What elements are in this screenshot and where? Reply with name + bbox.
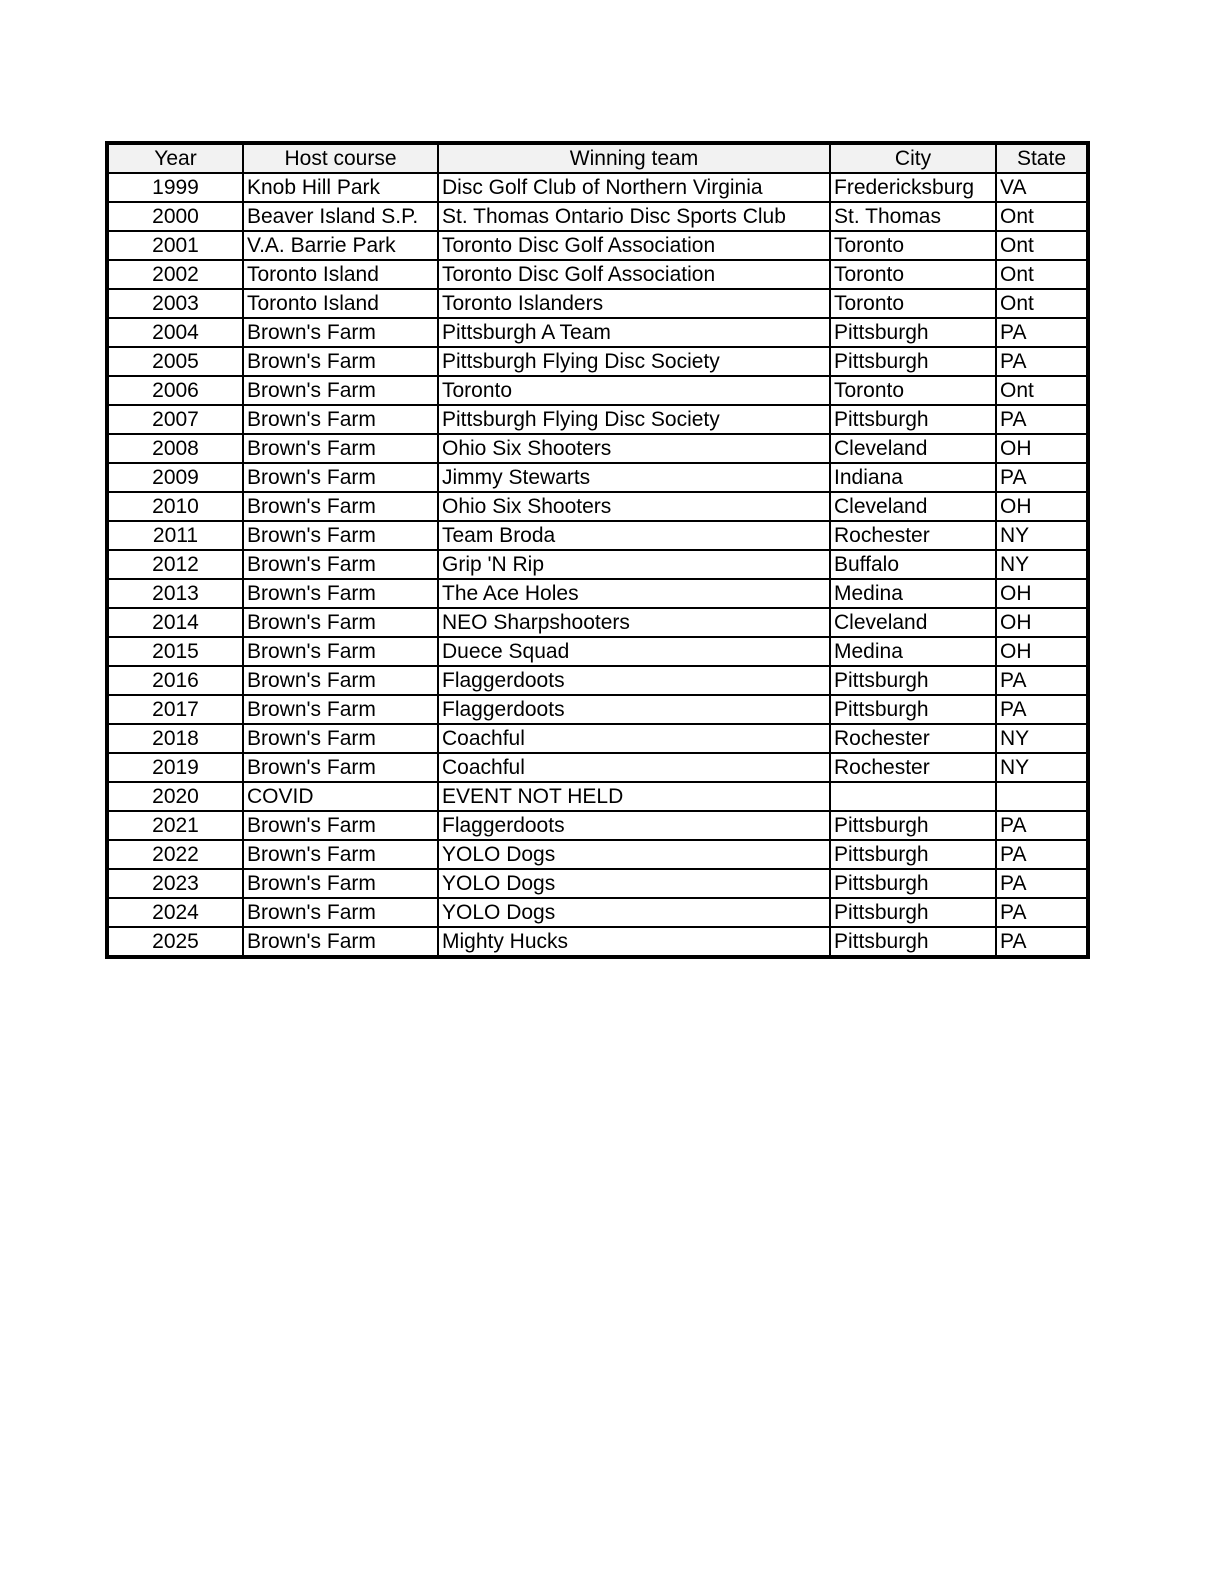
cell-year: 2000	[109, 202, 243, 231]
cell-state: PA	[996, 898, 1086, 927]
cell-city: Pittsburgh	[830, 347, 996, 376]
cell-year: 2001	[109, 231, 243, 260]
cell-state: OH	[996, 492, 1086, 521]
cell-year: 2011	[109, 521, 243, 550]
cell-host-course: Brown's Farm	[243, 550, 438, 579]
cell-city: Rochester	[830, 724, 996, 753]
table-row	[109, 898, 1086, 927]
cell-year: 2020	[109, 782, 243, 811]
cell-host-course: Brown's Farm	[243, 724, 438, 753]
cell-city: Medina	[830, 637, 996, 666]
results-table-frame	[105, 141, 1090, 959]
table-row	[109, 405, 1086, 434]
cell-city	[830, 782, 996, 811]
cell-city: Pittsburgh	[830, 695, 996, 724]
table-row	[109, 840, 1086, 869]
cell-city: Toronto	[830, 260, 996, 289]
table-row	[109, 202, 1086, 231]
cell-city: Toronto	[830, 376, 996, 405]
cell-winning-team: YOLO Dogs	[438, 840, 830, 869]
table-row	[109, 463, 1086, 492]
cell-city: Rochester	[830, 521, 996, 550]
cell-year: 2007	[109, 405, 243, 434]
cell-state: PA	[996, 666, 1086, 695]
table-row	[109, 173, 1086, 202]
header-host-course: Host course	[243, 145, 438, 173]
cell-city: Pittsburgh	[830, 318, 996, 347]
cell-year: 2006	[109, 376, 243, 405]
cell-year: 2014	[109, 608, 243, 637]
cell-year: 2013	[109, 579, 243, 608]
table-row	[109, 521, 1086, 550]
cell-year: 2022	[109, 840, 243, 869]
cell-year: 2023	[109, 869, 243, 898]
table-row	[109, 376, 1086, 405]
table-row	[109, 318, 1086, 347]
cell-winning-team: Team Broda	[438, 521, 830, 550]
cell-year: 2016	[109, 666, 243, 695]
cell-winning-team: Duece Squad	[438, 637, 830, 666]
cell-state: VA	[996, 173, 1086, 202]
cell-winning-team: Grip 'N Rip	[438, 550, 830, 579]
header-year: Year	[109, 145, 243, 173]
table-row	[109, 811, 1086, 840]
table-row	[109, 753, 1086, 782]
cell-city: Pittsburgh	[830, 405, 996, 434]
cell-year: 2019	[109, 753, 243, 782]
table-row	[109, 927, 1086, 955]
table-row	[109, 695, 1086, 724]
cell-winning-team: Jimmy Stewarts	[438, 463, 830, 492]
cell-city: Rochester	[830, 753, 996, 782]
cell-state: NY	[996, 753, 1086, 782]
cell-year: 2010	[109, 492, 243, 521]
table-header	[109, 145, 1086, 173]
cell-state: OH	[996, 637, 1086, 666]
cell-winning-team: Pittsburgh Flying Disc Society	[438, 405, 830, 434]
cell-city: Pittsburgh	[830, 840, 996, 869]
table-row	[109, 347, 1086, 376]
table-row	[109, 782, 1086, 811]
cell-state: PA	[996, 811, 1086, 840]
cell-winning-team: Coachful	[438, 753, 830, 782]
cell-winning-team: Toronto Islanders	[438, 289, 830, 318]
cell-winning-team: Ohio Six Shooters	[438, 434, 830, 463]
cell-year: 2009	[109, 463, 243, 492]
cell-winning-team: NEO Sharpshooters	[438, 608, 830, 637]
cell-winning-team: EVENT NOT HELD	[438, 782, 830, 811]
table-row	[109, 724, 1086, 753]
cell-state: PA	[996, 695, 1086, 724]
table-row	[109, 260, 1086, 289]
table-row	[109, 579, 1086, 608]
cell-year: 2021	[109, 811, 243, 840]
cell-state: Ont	[996, 231, 1086, 260]
cell-state: Ont	[996, 202, 1086, 231]
cell-city: Toronto	[830, 289, 996, 318]
cell-winning-team: Toronto Disc Golf Association	[438, 231, 830, 260]
cell-winning-team: Pittsburgh Flying Disc Society	[438, 347, 830, 376]
header-winning-team: Winning team	[438, 145, 830, 173]
cell-host-course: Toronto Island	[243, 289, 438, 318]
cell-winning-team: Toronto	[438, 376, 830, 405]
cell-winning-team: Pittsburgh A Team	[438, 318, 830, 347]
cell-city: Cleveland	[830, 434, 996, 463]
cell-year: 1999	[109, 173, 243, 202]
cell-year: 2015	[109, 637, 243, 666]
cell-state: NY	[996, 521, 1086, 550]
cell-host-course: Brown's Farm	[243, 492, 438, 521]
table-row	[109, 666, 1086, 695]
cell-state: PA	[996, 318, 1086, 347]
cell-state: NY	[996, 550, 1086, 579]
cell-year: 2018	[109, 724, 243, 753]
cell-host-course: Toronto Island	[243, 260, 438, 289]
cell-city: Cleveland	[830, 492, 996, 521]
header-city: City	[830, 145, 996, 173]
cell-host-course: Brown's Farm	[243, 318, 438, 347]
cell-city: Buffalo	[830, 550, 996, 579]
table-row	[109, 608, 1086, 637]
cell-state: PA	[996, 405, 1086, 434]
cell-state: OH	[996, 608, 1086, 637]
cell-state: Ont	[996, 376, 1086, 405]
cell-year: 2005	[109, 347, 243, 376]
table-row	[109, 869, 1086, 898]
cell-year: 2008	[109, 434, 243, 463]
table-row	[109, 492, 1086, 521]
table-row	[109, 231, 1086, 260]
table-row	[109, 550, 1086, 579]
cell-winning-team: YOLO Dogs	[438, 898, 830, 927]
cell-host-course: Brown's Farm	[243, 898, 438, 927]
cell-host-course: Brown's Farm	[243, 521, 438, 550]
cell-state: OH	[996, 579, 1086, 608]
cell-year: 2003	[109, 289, 243, 318]
cell-state	[996, 782, 1086, 811]
cell-state: PA	[996, 869, 1086, 898]
cell-city: Cleveland	[830, 608, 996, 637]
cell-city: Medina	[830, 579, 996, 608]
cell-host-course: Brown's Farm	[243, 927, 438, 955]
cell-state: PA	[996, 840, 1086, 869]
cell-city: Toronto	[830, 231, 996, 260]
cell-host-course: Brown's Farm	[243, 869, 438, 898]
cell-host-course: Beaver Island S.P.	[243, 202, 438, 231]
cell-winning-team: Ohio Six Shooters	[438, 492, 830, 521]
cell-city: St. Thomas	[830, 202, 996, 231]
cell-host-course: COVID	[243, 782, 438, 811]
results-table	[109, 145, 1086, 955]
cell-host-course: Brown's Farm	[243, 695, 438, 724]
cell-city: Pittsburgh	[830, 811, 996, 840]
cell-host-course: Brown's Farm	[243, 666, 438, 695]
cell-year: 2012	[109, 550, 243, 579]
cell-state: PA	[996, 927, 1086, 955]
cell-city: Pittsburgh	[830, 927, 996, 955]
cell-state: Ont	[996, 260, 1086, 289]
cell-state: NY	[996, 724, 1086, 753]
cell-host-course: Brown's Farm	[243, 811, 438, 840]
cell-host-course: Brown's Farm	[243, 434, 438, 463]
cell-winning-team: Disc Golf Club of Northern Virginia	[438, 173, 830, 202]
cell-city: Pittsburgh	[830, 898, 996, 927]
cell-state: PA	[996, 463, 1086, 492]
table-row	[109, 289, 1086, 318]
cell-city: Indiana	[830, 463, 996, 492]
cell-state: OH	[996, 434, 1086, 463]
cell-host-course: Brown's Farm	[243, 753, 438, 782]
cell-host-course: Brown's Farm	[243, 579, 438, 608]
cell-year: 2017	[109, 695, 243, 724]
cell-state: Ont	[996, 289, 1086, 318]
cell-winning-team: St. Thomas Ontario Disc Sports Club	[438, 202, 830, 231]
cell-year: 2004	[109, 318, 243, 347]
cell-year: 2025	[109, 927, 243, 955]
header-row	[109, 145, 1086, 173]
cell-year: 2002	[109, 260, 243, 289]
cell-year: 2024	[109, 898, 243, 927]
cell-winning-team: Toronto Disc Golf Association	[438, 260, 830, 289]
table-row	[109, 434, 1086, 463]
cell-winning-team: Coachful	[438, 724, 830, 753]
cell-host-course: Brown's Farm	[243, 840, 438, 869]
cell-city: Fredericksburg	[830, 173, 996, 202]
cell-city: Pittsburgh	[830, 869, 996, 898]
cell-winning-team: YOLO Dogs	[438, 869, 830, 898]
cell-winning-team: Flaggerdoots	[438, 666, 830, 695]
cell-host-course: Knob Hill Park	[243, 173, 438, 202]
cell-state: PA	[996, 347, 1086, 376]
cell-host-course: Brown's Farm	[243, 463, 438, 492]
header-state: State	[996, 145, 1086, 173]
cell-winning-team: Flaggerdoots	[438, 695, 830, 724]
cell-host-course: Brown's Farm	[243, 405, 438, 434]
table-body	[109, 173, 1086, 955]
cell-host-course: Brown's Farm	[243, 376, 438, 405]
cell-host-course: Brown's Farm	[243, 608, 438, 637]
cell-winning-team: The Ace Holes	[438, 579, 830, 608]
cell-city: Pittsburgh	[830, 666, 996, 695]
cell-host-course: Brown's Farm	[243, 347, 438, 376]
cell-host-course: V.A. Barrie Park	[243, 231, 438, 260]
cell-winning-team: Flaggerdoots	[438, 811, 830, 840]
cell-winning-team: Mighty Hucks	[438, 927, 830, 955]
cell-host-course: Brown's Farm	[243, 637, 438, 666]
table-row	[109, 637, 1086, 666]
